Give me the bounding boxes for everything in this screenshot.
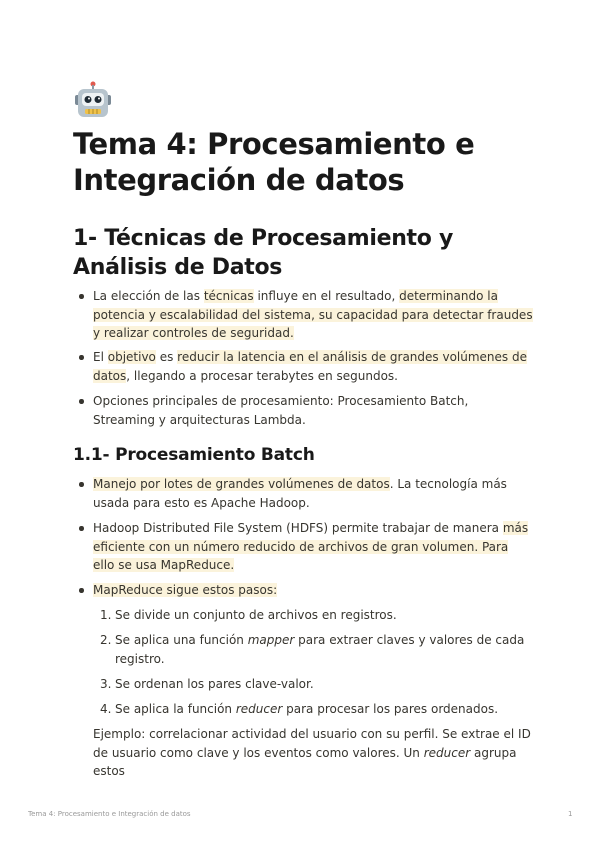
list-item: Manejo por lotes de grandes volúmenes de datos. La tecnología más usada para esto es Apache Hadoop. xyxy=(73,475,533,512)
list-item: 4. Se aplica la función reducer para procesar los pares ordenados. xyxy=(100,702,499,716)
subsection-heading: 1.1- Procesamiento Batch xyxy=(73,445,315,465)
numbered-list xyxy=(93,606,533,625)
example-paragraph: Ejemplo: correlacionar actividad del usuario con su perfil. Se extrae el ID de usuario como clave y los eventos como valores. Un reducer agrupa estos xyxy=(93,727,531,778)
section-heading: 1- Técnicas de Procesamiento y Análisis de Datos xyxy=(73,226,453,280)
footer-title: Tema 4: Procesamiento e Integración de datos xyxy=(28,810,191,818)
numbered-list xyxy=(93,675,533,694)
list-item: 1. Se divide un conjunto de archivos en registros. xyxy=(100,608,397,622)
bullet-list xyxy=(73,348,533,385)
list-item: Opciones principales de procesamiento: Procesamiento Batch, Streaming y arquitecturas Lambda. xyxy=(73,392,533,429)
robot-icon xyxy=(73,80,113,120)
bullet-list xyxy=(73,392,533,429)
page-title: Tema 4: Procesamiento e Integración de datos xyxy=(73,127,475,197)
list-item: 2. Se aplica una función mapper para extraer claves y valores de cada registro. xyxy=(100,633,525,666)
list-item: MapReduce sigue estos pasos: xyxy=(73,581,533,600)
list-item: Hadoop Distributed File System (HDFS) permite trabajar de manera más eficiente con un número reducido de archivos de gran volumen. Para ello se usa MapReduce. xyxy=(73,519,533,575)
numbered-list xyxy=(93,700,533,719)
list-item: La elección de las técnicas influye en el resultado, determinando la potencia y escalabilidad del sistema, su capacidad para detectar fraudes y realizar controles de seguridad. xyxy=(73,287,533,343)
bullet-list xyxy=(73,287,533,343)
numbered-list xyxy=(93,631,533,668)
list-item: 3. Se ordenan los pares clave-valor. xyxy=(100,677,314,691)
page-number: 1 xyxy=(568,810,573,818)
list-item: El objetivo es reducir la latencia en el análisis de grandes volúmenes de datos, llegando a procesar terabytes en segundos. xyxy=(73,348,533,385)
bullet-list xyxy=(73,581,533,600)
bullet-list xyxy=(73,519,533,575)
bullet-list xyxy=(73,475,533,512)
